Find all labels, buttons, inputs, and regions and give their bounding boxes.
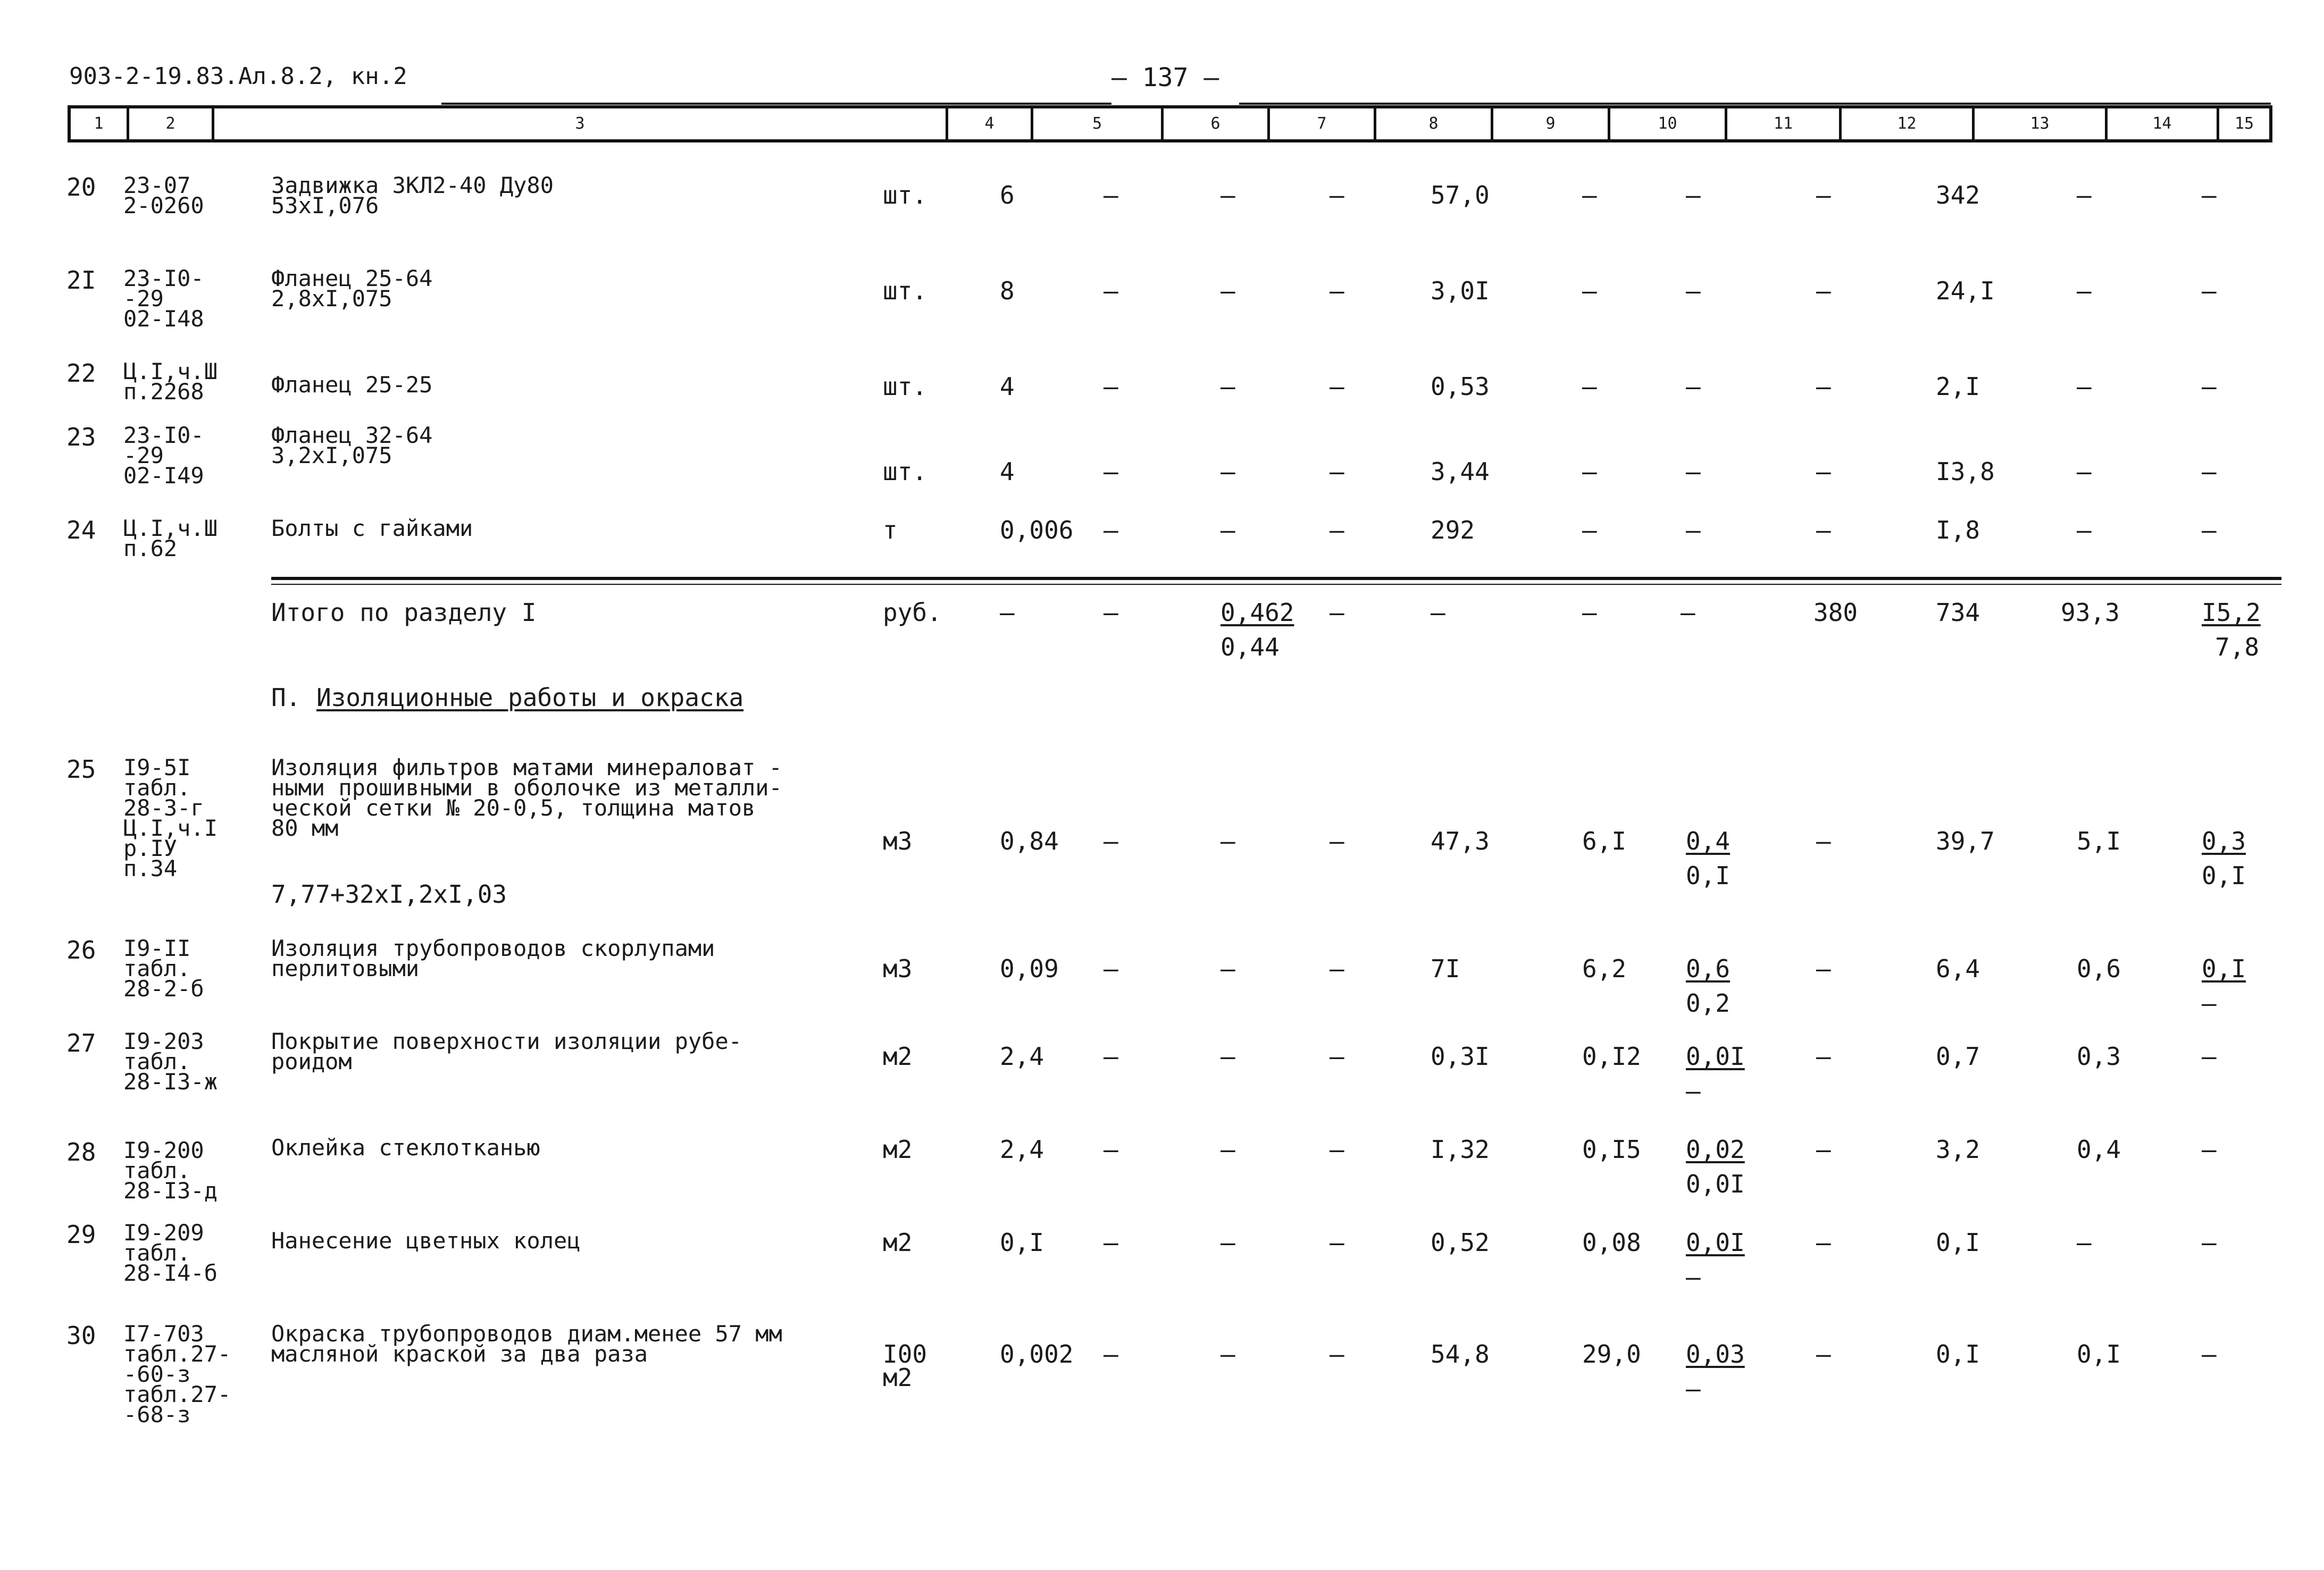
row-c5: 4 [1000,457,1015,486]
row-c11: — [1686,516,1701,544]
subtotal-c6: — [1104,598,1118,627]
row-number: 29 [66,1220,96,1249]
subtotal-rule [271,577,2281,580]
row-number: 20 [66,173,96,202]
row-name-line: Окраска трубопроводов диам.менее 57 мм [271,1321,782,1347]
row-c13: 39,7 [1936,827,1995,855]
row-c10: — [1582,276,1597,305]
row-unit: т [883,516,898,544]
row-c9: 7I [1431,954,1460,983]
row-c6: — [1104,954,1118,983]
row-c9: 57,0 [1431,181,1490,209]
row-c12: — [1816,181,1831,209]
row-c15: — [2202,181,2217,209]
row-c6: — [1104,827,1118,855]
row-c13: 0,I [1936,1340,1980,1368]
row-name-line: Фланец 25-64 [271,265,433,291]
row-code-line: п.2268 [123,379,204,405]
col-header-2: 2 [129,108,214,139]
row-code-line: табл. [123,955,191,981]
row-name-extra: 7,77+32хI,2хI,03 [271,880,507,909]
row-c5: 4 [1000,372,1015,401]
row-code-line: 02-I49 [123,463,204,489]
row-c11: — [1686,276,1701,305]
row-c7: — [1220,516,1235,544]
row-c11-top: 0,0I [1686,1228,1745,1257]
row-c12: — [1816,1228,1831,1257]
row-c7: — [1220,372,1235,401]
header-rule-right [1239,103,2271,105]
row-code-line: табл. [123,775,191,801]
row-c12: — [1816,516,1831,544]
row-c11-bottom: 0,2 [1686,989,1731,1018]
row-c6: — [1104,457,1118,486]
row-c15-top: 0,I [2202,954,2246,983]
row-c15: — [2202,1340,2217,1368]
row-unit: м3 [883,954,913,983]
row-name-line: Изоляция фильтров матами минераловат - [271,754,782,780]
subtotal-c12: 380 [1813,598,1858,627]
row-name-line: перлитовыми [271,955,420,981]
row-code-line: 28-2-б [123,976,204,1002]
subtotal-unit: руб. [883,598,942,627]
row-unit: шт. [883,372,927,401]
col-header-7: 7 [1270,108,1376,139]
row-number: 27 [66,1029,96,1057]
row-code-line: р.IУ [123,835,178,861]
row-c7: — [1220,1228,1235,1257]
row-c14: — [2077,276,2092,305]
row-unit: шт. [883,457,927,486]
row-c13: 3,2 [1936,1135,1980,1164]
row-c7: — [1220,1135,1235,1164]
row-c10: 29,0 [1582,1340,1641,1368]
page-number: — 137 — [1111,63,1219,93]
row-c13: 342 [1936,181,1980,209]
row-c8: — [1330,1340,1344,1368]
row-c9: 0,53 [1431,372,1490,401]
row-c13: I,8 [1936,516,1980,544]
row-c8: — [1330,1042,1344,1071]
row-name-line: Задвижка ЗКЛ2-40 Ду80 [271,172,554,198]
row-code-line: I9-II [123,935,191,961]
row-c12: — [1816,276,1831,305]
row-name-line: 80 мм [271,815,339,841]
subtotal-c15-top: I5,2 [2202,598,2261,627]
row-c12: — [1816,457,1831,486]
row-code-line: табл. [123,1048,191,1074]
row-c5: 2,4 [1000,1042,1044,1071]
row-c6: — [1104,516,1118,544]
row-c15-top: 0,3 [2202,827,2246,855]
row-name-line: Болты с гайками [271,515,473,541]
row-c5: 0,09 [1000,954,1059,983]
col-header-3: 3 [214,108,948,139]
row-c11-bottom: — [1686,1374,1701,1403]
row-number: 30 [66,1321,96,1350]
row-c14: 0,3 [2077,1042,2121,1071]
row-code-line: Ц.I,ч.Ш [123,515,218,541]
row-c9: I,32 [1431,1135,1490,1164]
row-name-line: 53хI,076 [271,192,379,219]
row-unit: м2 [883,1135,913,1164]
row-c13: 2,I [1936,372,1980,401]
row-c14: 0,6 [2077,954,2121,983]
row-code-line: табл. [123,1157,191,1183]
col-header-1: 1 [71,108,129,139]
row-c5: 0,I [1000,1228,1044,1257]
row-c6: — [1104,372,1118,401]
row-code-line: Ц.I,ч.Ш [123,358,218,384]
row-c6: — [1104,276,1118,305]
row-code-line: 28-I3-ж [123,1069,218,1095]
row-c11-bottom: 0,I [1686,861,1731,890]
row-c10: — [1582,372,1597,401]
subtotal-rule-thin [271,584,2281,585]
row-code-line: 28-I4-б [123,1260,218,1286]
row-name-line: Оклейка стеклотканью [271,1135,540,1161]
row-c10: — [1582,516,1597,544]
row-code-line: 28-I3-д [123,1178,218,1204]
row-c9: 0,52 [1431,1228,1490,1257]
row-c15-bottom: — [2202,989,2217,1018]
subtotal-label: Итого по разделу I [271,598,537,627]
row-code-line: 23-07 [123,172,191,198]
row-name-line: 2,8хI,075 [271,286,392,312]
subtotal-c10: — [1582,598,1597,627]
row-code-line: 23-I0- [123,265,204,291]
row-code-line: 2-0260 [123,192,204,219]
row-c13: 0,7 [1936,1042,1980,1071]
row-c13: 0,I [1936,1228,1980,1257]
row-code-line: 23-I0- [123,422,204,448]
row-c7: — [1220,1042,1235,1071]
row-c12: — [1816,1340,1831,1368]
row-c10: — [1582,457,1597,486]
row-c9: 3,0I [1431,276,1490,305]
row-name-line: Покрытие поверхности изоляции рубе- [271,1028,742,1054]
row-c13: 6,4 [1936,954,1980,983]
row-c7: — [1220,276,1235,305]
row-c6: — [1104,181,1118,209]
row-c10: 0,I5 [1582,1135,1641,1164]
row-c5: 2,4 [1000,1135,1044,1164]
row-c7: — [1220,827,1235,855]
row-c8: — [1330,1135,1344,1164]
row-c6: — [1104,1340,1118,1368]
row-c7: — [1220,457,1235,486]
row-c6: — [1104,1042,1118,1071]
row-code-line: I9-209 [123,1220,204,1246]
row-c14: 0,I [2077,1340,2121,1368]
row-code-line: I9-203 [123,1028,204,1054]
col-header-4: 4 [948,108,1033,139]
row-code-line: I9-200 [123,1137,204,1163]
row-c8: — [1330,516,1344,544]
header-rule [441,103,1111,105]
row-c8: — [1330,181,1344,209]
row-name-line: Нанесение цветных колец [271,1228,581,1254]
row-c15: — [2202,1135,2217,1164]
row-c11: — [1686,457,1701,486]
row-name-line: Изоляция трубопроводов скорлупами [271,935,715,961]
section-2-prefix: П. [271,683,301,712]
row-number: 26 [66,936,96,964]
row-c5: 0,84 [1000,827,1059,855]
row-code-line: -68-з [123,1401,191,1428]
row-c7: — [1220,954,1235,983]
row-c8: — [1330,827,1344,855]
row-c15-bottom: 0,I [2202,861,2246,890]
row-c8: — [1330,372,1344,401]
row-c11-top: 0,03 [1686,1340,1745,1368]
row-number: 2I [66,266,96,295]
row-c5: 0,002 [1000,1340,1074,1368]
subtotal-c7-bottom: 0,44 [1220,633,1280,661]
row-number: 22 [66,359,96,388]
row-c15: — [2202,276,2217,305]
row-c12: — [1816,954,1831,983]
row-unit: м3 [883,827,913,855]
row-code-line: 02-I48 [123,306,204,332]
row-unit: шт. [883,276,927,305]
row-number: 23 [66,423,96,451]
row-c10: 0,I2 [1582,1042,1641,1071]
row-number: 28 [66,1138,96,1166]
row-name-line: 3,2хI,075 [271,442,392,468]
row-name-line: Фланец 32-64 [271,422,433,448]
row-code-line: табл. [123,1240,191,1266]
subtotal-c15-bottom: 7,8 [2215,633,2260,661]
row-c8: — [1330,457,1344,486]
row-c11-top: 0,0I [1686,1042,1745,1071]
row-c9: 292 [1431,516,1475,544]
row-unit: шт. [883,181,927,209]
subtotal-c8: — [1330,598,1344,627]
row-c10: 6,I [1582,827,1627,855]
row-code-line: -29 [123,286,164,312]
subtotal-c11: — [1681,598,1695,627]
row-code-line: I9-5I [123,754,191,780]
row-unit: I00 [883,1340,927,1368]
row-code-line: табл.27- [123,1341,231,1367]
row-c14: — [2077,1228,2092,1257]
row-c8: — [1330,276,1344,305]
row-c5: 8 [1000,276,1015,305]
row-c11-top: 0,6 [1686,954,1731,983]
row-c15: — [2202,457,2217,486]
col-header-8: 8 [1376,108,1493,139]
col-header-12: 12 [1842,108,1975,139]
row-code-line: -60-з [123,1361,191,1387]
row-c7: — [1220,181,1235,209]
row-c11: — [1686,372,1701,401]
col-header-13: 13 [1975,108,2108,139]
row-unit: м2 [883,1228,913,1257]
row-c10: — [1582,181,1597,209]
row-c15: — [2202,1042,2217,1071]
row-c11-top: 0,4 [1686,827,1731,855]
row-c14: 5,I [2077,827,2121,855]
row-c15: — [2202,372,2217,401]
row-c13: I3,8 [1936,457,1995,486]
row-name-line: масляной краской за два раза [271,1341,648,1367]
row-code-line: п.34 [123,855,178,881]
row-name-line: роидом [271,1048,352,1074]
row-c12: — [1816,1135,1831,1164]
subtotal-c9: — [1431,598,1445,627]
row-c14: 0,4 [2077,1135,2121,1164]
col-header-15: 15 [2234,114,2254,133]
col-header-6: 6 [1164,108,1270,139]
row-c6: — [1104,1228,1118,1257]
row-c14: — [2077,372,2092,401]
row-unit: м2 [883,1363,913,1392]
column-header-row [68,105,2272,142]
subtotal-c7-top: 0,462 [1220,598,1294,627]
row-c10: 6,2 [1582,954,1627,983]
row-c9: 47,3 [1431,827,1490,855]
row-unit: м2 [883,1042,913,1071]
col-header-11: 11 [1727,108,1842,139]
row-c5: 0,006 [1000,516,1074,544]
row-c11-bottom: 0,0I [1686,1170,1745,1198]
row-c11-bottom: — [1686,1263,1701,1291]
row-c15: — [2202,1228,2217,1257]
row-c14: — [2077,516,2092,544]
col-header-5: 5 [1033,108,1164,139]
row-number: 24 [66,516,96,544]
row-c13: 24,I [1936,276,1995,305]
row-c15: — [2202,516,2217,544]
row-name-line: ными прошивными в оболочке из металли- [271,775,782,801]
row-c11-top: 0,02 [1686,1135,1745,1164]
col-header-10: 10 [1610,108,1727,139]
row-c9: 3,44 [1431,457,1490,486]
row-c11-bottom: — [1686,1077,1701,1105]
row-code-line: I7-703 [123,1321,204,1347]
row-code-line: -29 [123,442,164,468]
row-code-line: 28-3-г [123,795,204,821]
subtotal-c5: — [1000,598,1015,627]
row-c12: — [1816,827,1831,855]
row-c9: 0,3I [1431,1042,1490,1071]
row-c14: — [2077,457,2092,486]
section-2-title: Изоляционные работы и окраска [316,683,744,712]
row-c9: 54,8 [1431,1340,1490,1368]
row-code-line: Ц.I,ч.I [123,815,218,841]
row-name-line: Фланец 25-25 [271,372,433,398]
col-header-9: 9 [1493,108,1610,139]
row-c10: 0,08 [1582,1228,1641,1257]
row-c12: — [1816,1042,1831,1071]
row-c11: — [1686,181,1701,209]
row-c8: — [1330,954,1344,983]
row-number: 25 [66,755,96,784]
row-c7: — [1220,1340,1235,1368]
subtotal-c14: 93,3 [2061,598,2120,627]
row-name-line: ческой сетки № 20-0,5, толщина матов [271,795,756,821]
col-header-14: 14 [2108,108,2219,139]
row-c5: 6 [1000,181,1015,209]
row-c6: — [1104,1135,1118,1164]
row-c12: — [1816,372,1831,401]
row-code-line: табл.27- [123,1381,231,1407]
row-c8: — [1330,1228,1344,1257]
document-code: 903-2-19.83.Ал.8.2, кн.2 [69,63,407,90]
row-code-line: п.62 [123,535,178,561]
row-c14: — [2077,181,2092,209]
subtotal-c13: 734 [1936,598,1980,627]
